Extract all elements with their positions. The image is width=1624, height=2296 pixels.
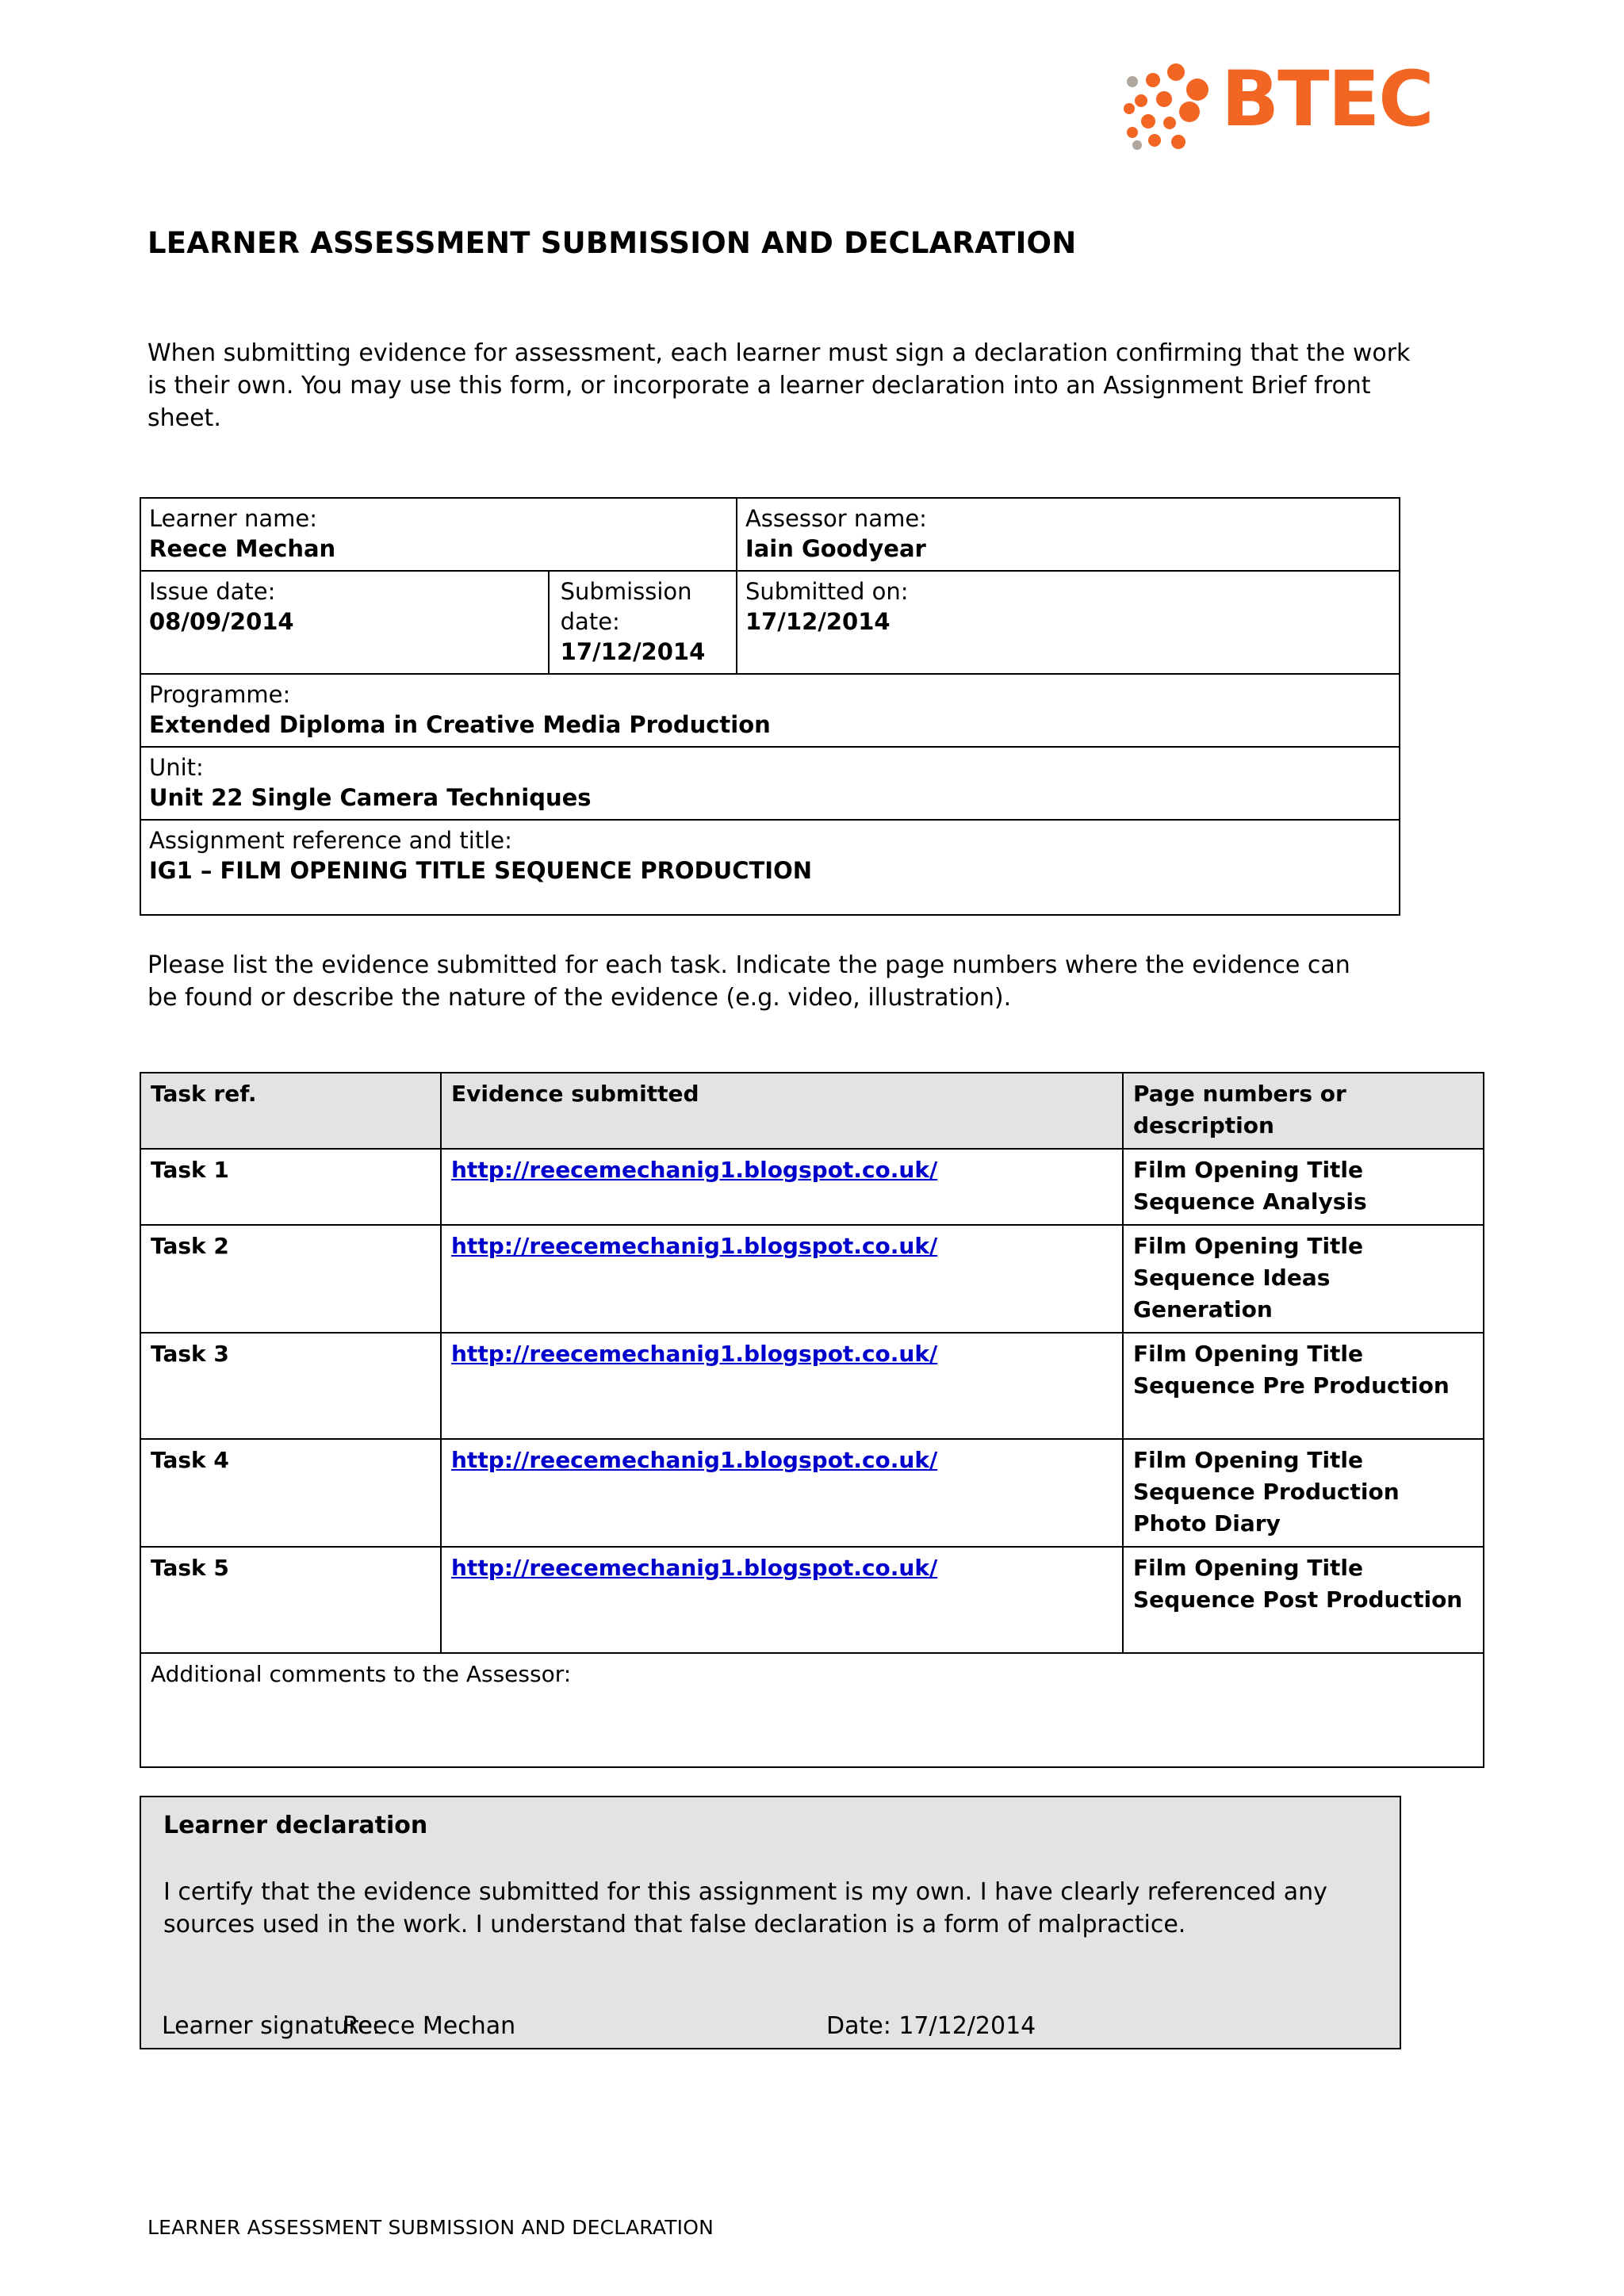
description-cell: Film Opening Title Sequence Ideas Generation xyxy=(1123,1225,1484,1333)
assignment-cell xyxy=(140,820,1400,915)
table-row xyxy=(140,498,1400,571)
evidence-cell xyxy=(441,1225,1123,1333)
evidence-cell xyxy=(441,1439,1123,1547)
signature-date: Date: 17/12/2014 xyxy=(826,2012,1036,2040)
assignment-label: Assignment reference and title: xyxy=(149,827,512,854)
signature-label: Learner signature: xyxy=(162,2012,381,2040)
unit-label: Unit: xyxy=(149,754,204,781)
assessor-name-label: Assessor name: xyxy=(745,505,927,532)
declaration-body-text: I certify that the evidence submitted for this assignment is my own. I have clearly referenced any sources used in the work. I understand that false declaration is a form of malpractice. xyxy=(163,1878,1327,1938)
programme-value: Extended Diploma in Creative Media Production xyxy=(149,711,771,738)
learner-name-value: Reece Mechan xyxy=(149,535,336,562)
programme-label: Programme: xyxy=(149,681,291,708)
submitted-on-cell xyxy=(737,571,1400,674)
table-row xyxy=(140,1439,1484,1547)
task-ref-cell: Task 4 xyxy=(140,1439,441,1547)
column-header-page-numbers: Page numbers or description xyxy=(1123,1073,1484,1149)
declaration-heading: Learner declaration xyxy=(163,1812,428,1839)
page-title: LEARNER ASSESSMENT SUBMISSION AND DECLARATION xyxy=(147,226,1077,260)
task-ref-cell: Task 3 xyxy=(140,1333,441,1439)
unit-cell xyxy=(140,747,1400,820)
btec-logo xyxy=(1120,55,1437,155)
unit-value: Unit 22 Single Camera Techniques xyxy=(149,784,592,811)
learner-details-table xyxy=(140,497,1400,916)
intro-paragraph: When submitting evidence for assessment, each learner must sign a declaration confirming that the work is their own. You may use this form, or incorporate a learner declaration into an Assignment Brief front sheet. xyxy=(147,339,1411,432)
table-row xyxy=(140,674,1400,747)
task-ref-cell: Task 2 xyxy=(140,1225,441,1333)
column-header-evidence-submitted: Evidence submitted xyxy=(441,1073,1123,1149)
table-row xyxy=(140,1149,1484,1225)
description-cell: Film Opening Title Sequence Pre Production xyxy=(1123,1333,1484,1439)
learner-name-label: Learner name: xyxy=(149,505,318,532)
table-row xyxy=(140,820,1400,915)
description-cell: Film Opening Title Sequence Production Photo Diary xyxy=(1123,1439,1484,1547)
issue-date-cell xyxy=(140,571,549,674)
evidence-link[interactable]: http://reecemechanig1.blogspot.co.uk/ xyxy=(451,1341,938,1367)
issue-date-value: 08/09/2014 xyxy=(149,608,294,635)
evidence-link[interactable]: http://reecemechanig1.blogspot.co.uk/ xyxy=(451,1157,938,1183)
btec-logo-dots-icon xyxy=(1120,59,1223,153)
issue-date-label: Issue date: xyxy=(149,578,276,605)
submission-date-label: Submission date: xyxy=(560,578,692,635)
evidence-cell xyxy=(441,1149,1123,1225)
assignment-value: IG1 – FILM OPENING TITLE SEQUENCE PRODUCTION xyxy=(149,857,812,884)
description-cell: Film Opening Title Sequence Analysis xyxy=(1123,1149,1484,1225)
signature-value: Reece Mechan xyxy=(343,2012,516,2040)
table-row xyxy=(140,571,1400,674)
additional-comments-cell[interactable] xyxy=(140,1653,1484,1767)
table-header-row xyxy=(140,1073,1484,1149)
task-ref-cell: Task 1 xyxy=(140,1149,441,1225)
table-row xyxy=(140,1653,1484,1767)
evidence-cell xyxy=(441,1547,1123,1653)
learner-declaration-box xyxy=(140,1796,1401,2049)
evidence-link[interactable]: http://reecemechanig1.blogspot.co.uk/ xyxy=(451,1447,938,1473)
task-ref-cell: Task 5 xyxy=(140,1547,441,1653)
column-header-task-ref: Task ref. xyxy=(140,1073,441,1149)
evidence-instruction-paragraph: Please list the evidence submitted for each task. Indicate the page numbers where the evidence can be found or describe the nature of the evidence (e.g. video, illustration). xyxy=(147,951,1350,1012)
table-row xyxy=(140,747,1400,820)
additional-comments-label: Additional comments to the Assessor: xyxy=(151,1661,572,1687)
submission-date-value: 17/12/2014 xyxy=(560,638,706,665)
evidence-link[interactable]: http://reecemechanig1.blogspot.co.uk/ xyxy=(451,1555,938,1581)
description-cell: Film Opening Title Sequence Post Production xyxy=(1123,1547,1484,1653)
learner-name-cell xyxy=(140,498,737,571)
assessor-name-value: Iain Goodyear xyxy=(745,535,926,562)
programme-cell xyxy=(140,674,1400,747)
submitted-on-value: 17/12/2014 xyxy=(745,608,891,635)
evidence-cell xyxy=(441,1333,1123,1439)
assessor-name-cell xyxy=(737,498,1400,571)
submitted-on-label: Submitted on: xyxy=(745,578,909,605)
table-row xyxy=(140,1547,1484,1653)
submission-date-cell xyxy=(549,571,737,674)
evidence-table xyxy=(140,1072,1484,1768)
btec-logo-text: BTEC xyxy=(1221,55,1433,144)
page-footer: LEARNER ASSESSMENT SUBMISSION AND DECLARATION xyxy=(147,2216,714,2239)
table-row xyxy=(140,1333,1484,1439)
table-row xyxy=(140,1225,1484,1333)
evidence-link[interactable]: http://reecemechanig1.blogspot.co.uk/ xyxy=(451,1233,938,1259)
